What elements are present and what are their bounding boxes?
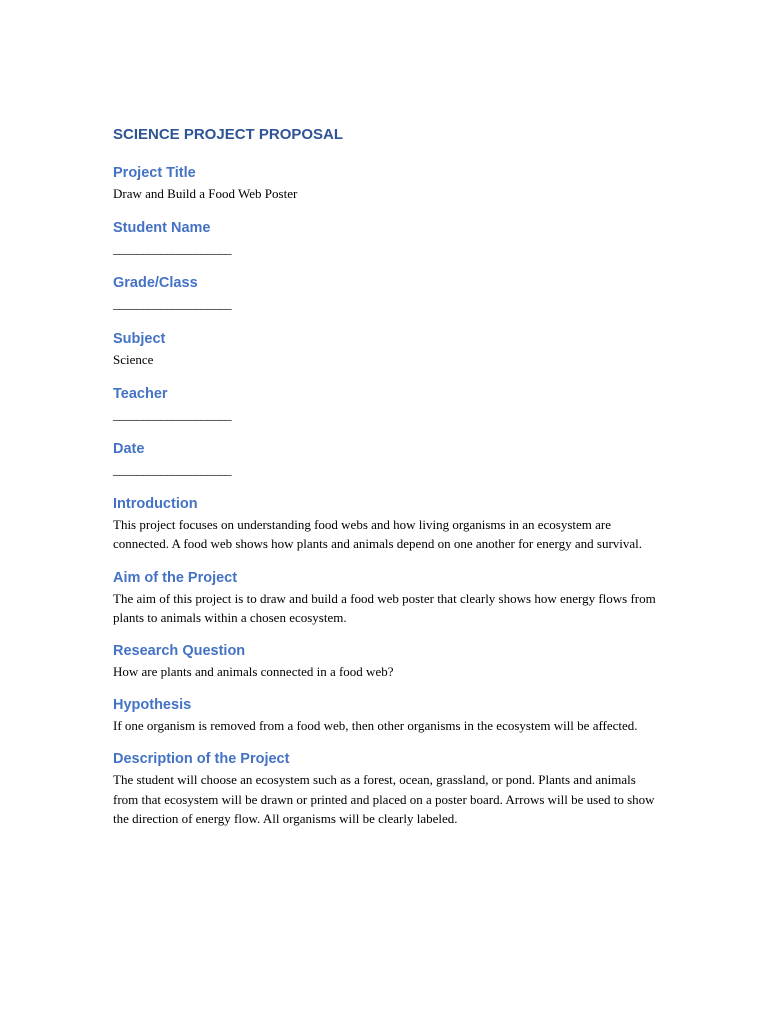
field-teacher: [113, 383, 658, 424]
section-aim: [113, 567, 658, 627]
section-hypothesis: [113, 694, 658, 735]
field-heading: Subject: [113, 330, 166, 347]
section-text: If one organism is removed from a food web, then other organisms in the ecosystem will be affected.: [113, 718, 638, 734]
field-heading: Date: [113, 441, 145, 458]
section-heading: Introduction: [113, 496, 198, 513]
document-title: SCIENCE PROJECT PROPOSAL: [113, 126, 344, 143]
field-subject: [113, 328, 658, 369]
section-heading: Aim of the Project: [113, 569, 238, 586]
field-heading: Teacher: [113, 385, 168, 402]
section-text: The student will choose an ecosystem such as a forest, ocean, grassland, or pond. Plants and animals from that ecosystem will be drawn or printed and placed on a poster board. Arrows will be used to show the direction of energy flow. All organisms will be clearly labeled.: [113, 772, 655, 826]
field-heading: Student Name: [113, 220, 211, 237]
section-text: This project focuses on understanding food webs and how living organisms in an ecosystem are connected. A food web shows how plants and animals depend on one another for energy and survival.: [113, 517, 643, 552]
field-blank-line: ____________________: [113, 406, 232, 422]
field-blank-line: ____________________: [113, 241, 232, 257]
field-project-title: [113, 162, 658, 203]
section-research-question: [113, 640, 658, 681]
section-text: The aim of this project is to draw and build a food web poster that clearly shows how energy flows from plants to animals within a chosen ecosystem.: [113, 590, 656, 625]
field-grade-class: [113, 272, 658, 313]
field-student-name: [113, 217, 658, 258]
field-value: Science: [113, 351, 154, 367]
field-heading: Grade/Class: [113, 275, 198, 292]
field-date: [113, 438, 658, 479]
field-blank-line: ____________________: [113, 296, 232, 312]
section-introduction: [113, 493, 658, 553]
field-value: Draw and Build a Food Web Poster: [113, 186, 298, 201]
section-text: How are plants and animals connected in a food web?: [113, 664, 394, 680]
section-heading: Description of the Project: [113, 751, 290, 768]
section-heading: Research Question: [113, 643, 246, 660]
field-blank-line: ____________________: [113, 462, 232, 478]
section-description: [113, 748, 658, 828]
document-page: [113, 124, 658, 841]
field-heading: Project Title: [113, 165, 196, 181]
section-heading: Hypothesis: [113, 697, 192, 714]
